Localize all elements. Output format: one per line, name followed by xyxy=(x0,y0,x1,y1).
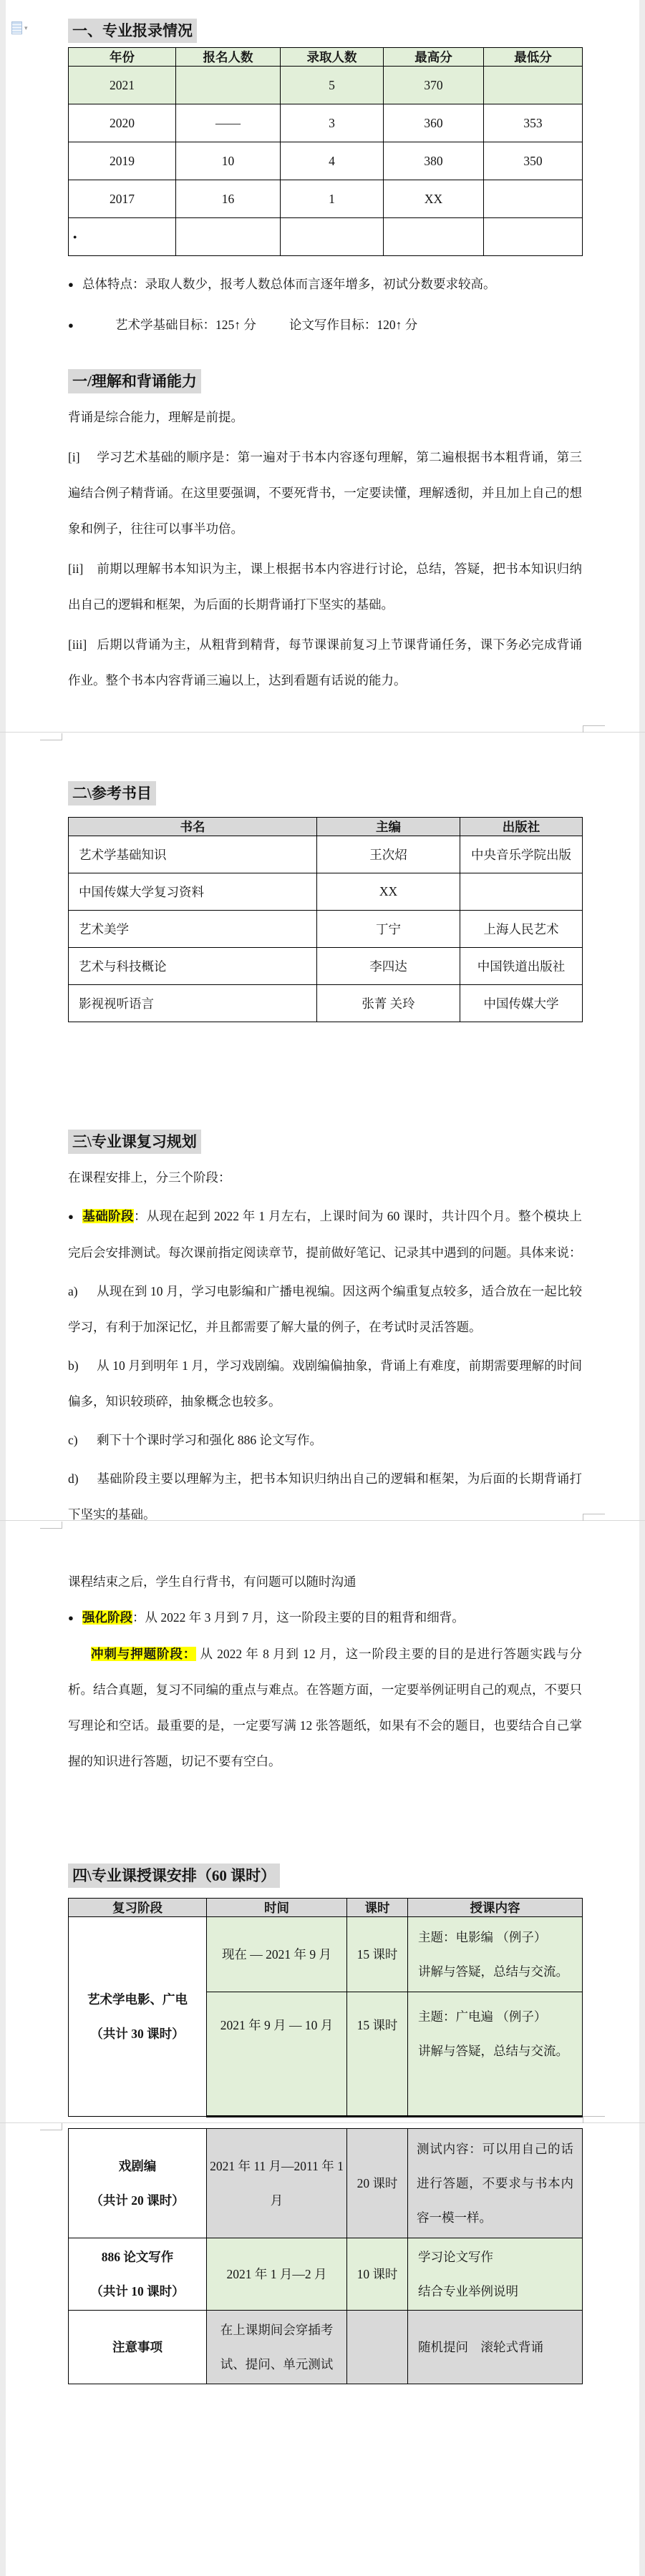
table-cell: 艺术与科技概论 xyxy=(69,948,317,985)
stage-basic: ● 基础阶段：从现在起到 2022 年 1 月左右，上课时间为 60 课时，共计四个月。整个模块上完后会安排测试。每次课前指定阅读章节，提前做好笔记、记录其中遇到的问题。具体来说： xyxy=(68,1198,582,1270)
stage-cell: 戏剧编 （共计 20 课时） xyxy=(69,2129,207,2238)
note-overall: ● 总体特点：录取人数少，报考人数总体而言逐年增多，初试分数要求较高。 xyxy=(68,266,582,303)
table-row xyxy=(69,911,583,948)
item-tag: [i] xyxy=(68,450,80,464)
table-cell xyxy=(484,218,583,256)
page-break xyxy=(0,2117,645,2128)
item-tag: d) xyxy=(68,1471,79,1486)
table-row xyxy=(69,142,583,180)
table-cell: 2019 xyxy=(69,142,176,180)
table-cell xyxy=(281,218,384,256)
stage-basic-label: 基础阶段 xyxy=(82,1209,134,1223)
table-cell: 380 xyxy=(384,142,484,180)
item-tag: b) xyxy=(68,1358,79,1373)
col-header-max-score: 最高分 xyxy=(384,48,484,67)
table-cell xyxy=(460,873,583,911)
table-cell: XX xyxy=(384,180,484,218)
goal-writing: 论文写作目标：120↑ 分 xyxy=(288,318,418,332)
section-title-references: 二\参考书目 xyxy=(68,781,156,805)
content-cell: 测试内容：可以用自己的话进行答题，不要求与书本内容一模一样。 xyxy=(408,2129,583,2238)
hours-cell xyxy=(347,2311,408,2384)
table-cell: 王次炤 xyxy=(317,836,460,873)
table-row xyxy=(69,2311,583,2384)
col-header-min-score: 最低分 xyxy=(484,48,583,67)
chevron-down-icon: ▾ xyxy=(24,24,28,31)
list-item: b) 从 10 月到明年 1 月，学习戏剧编。戏剧编偏抽象，背诵上有难度，前期需要理解的时间偏多，知识较琐碎，抽象概念也较多。 xyxy=(68,1348,582,1419)
table-row xyxy=(69,948,583,985)
table-row xyxy=(69,873,583,911)
col-header-content: 授课内容 xyxy=(408,1899,583,1917)
table-row xyxy=(69,836,583,873)
table-cell: 影视视听语言 xyxy=(69,985,317,1022)
stage-sprint: 冲刺与押题阶段： 从 2022 年 8 月到 12 月，这一阶段主要的目的是进行答题实践与分析。结合真题，复习不同编的重点与难点。在答题方面，一定要举例证明自己的观点，不要只写理论和空话。最重要的是，一定要写满 12 张答题纸，如果有不会的题目，也要结合自己掌握的知识进行答题，切记不要有空白。 xyxy=(68,1647,583,1768)
table-row xyxy=(69,104,583,142)
stage-cell: 886 论文写作 （共计 10 课时） xyxy=(69,2238,207,2311)
content-cell: 学习论文写作 结合专业举例说明 xyxy=(408,2238,583,2311)
table-cell: 2021 xyxy=(69,67,176,104)
content-cell: 随机提问 滚轮式背诵 xyxy=(408,2311,583,2384)
col-header-hours: 课时 xyxy=(347,1899,408,1917)
table-cell xyxy=(176,67,281,104)
list-item: [ii] 前期以理解书本知识为主，课上根据书本内容进行讨论，总结，答疑，把书本知识归纳出自己的逻辑和框架，为后面的长期背诵打下坚实的基础。 xyxy=(68,551,582,622)
table-cell: 353 xyxy=(484,104,583,142)
table-row xyxy=(69,2238,583,2311)
table-cell: 中国铁道出版社 xyxy=(460,948,583,985)
table-cell: XX xyxy=(317,873,460,911)
note-goals xyxy=(68,307,582,343)
table-cell: 10 xyxy=(176,142,281,180)
table-cell: 2020 xyxy=(69,104,176,142)
table-cell: 350 xyxy=(484,142,583,180)
bullet-icon: ● xyxy=(68,1612,74,1623)
hours-cell: 10 课时 xyxy=(347,2238,408,2311)
stage-strengthen: ● 强化阶段：从 2022 年 3 月到 7 月，这一阶段主要的目的粗背和细背。 xyxy=(68,1600,582,1636)
window-left-margin xyxy=(0,0,6,2576)
paragraph: 在课程安排上，分三个阶段： xyxy=(68,1170,231,1185)
table-cell: 中央音乐学院出版 xyxy=(460,836,583,873)
table-cell: 360 xyxy=(384,104,484,142)
content-cell: 主题：电影编 （例子） 讲解与答疑，总结与交流。 xyxy=(408,1917,583,1992)
col-header-applicants: 报名人数 xyxy=(176,48,281,67)
section-title-admissions: 一、专业报录情况 xyxy=(68,19,197,43)
col-header-admitted: 录取人数 xyxy=(281,48,384,67)
content-cell: 主题：广电遍 （例子） 讲解与答疑，总结与交流。 xyxy=(408,1992,583,2117)
paragraph: 背诵是综合能力，理解是前提。 xyxy=(68,410,243,424)
list-item: [i] 学习艺术基础的顺序是：第一遍对于书本内容逐句理解，第二遍根据书本粗背诵，第三遍结合例子精背诵。在这里要强调，不要死背书，一定要读懂，理解透彻，并且加上自己的想象和例子，往往可以事半功倍。 xyxy=(68,439,582,547)
stage-strengthen-label: 强化阶段 xyxy=(82,1610,132,1625)
table-cell: 艺术美学 xyxy=(69,911,317,948)
time-cell: 现在 — 2021 年 9 月 xyxy=(207,1917,347,1992)
table-cell: 1 xyxy=(281,180,384,218)
stage-cell: 注意事项 xyxy=(69,2311,207,2384)
table-cell: 16 xyxy=(176,180,281,218)
window-right-margin xyxy=(639,0,645,2576)
item-tag: [iii] xyxy=(68,637,87,652)
hours-cell: 15 课时 xyxy=(347,1917,408,1992)
table-cell: 3 xyxy=(281,104,384,142)
schedule-table-part2 xyxy=(68,2128,583,2384)
bullet-icon: ● xyxy=(68,320,74,330)
col-header-editor: 主编 xyxy=(317,818,460,836)
section-title-understanding: 一/理解和背诵能力 xyxy=(68,369,201,393)
table-row-empty xyxy=(69,218,583,256)
table-cell: 艺术学基础知识 xyxy=(69,836,317,873)
table-cell: 370 xyxy=(384,67,484,104)
list-item: a) 从现在到 10 月，学习电影编和广播电视编。因这两个编重复点较多，适合放在一起比较学习，有利于加深记忆，并且都需要了解大量的例子，在考试时灵活答题。 xyxy=(68,1273,582,1345)
paste-options-button[interactable] xyxy=(11,21,28,34)
section-title-plan: 三\专业课复习规划 xyxy=(68,1130,201,1154)
table-row xyxy=(69,1917,583,1992)
stage-sprint-label: 冲刺与押题阶段： xyxy=(91,1647,197,1661)
table-row xyxy=(69,985,583,1022)
section-title-schedule: 四\专业课授课安排（60 课时） xyxy=(68,1864,280,1888)
schedule-table-part1 xyxy=(68,1898,583,2117)
list-item: c) 剩下十个课时学习和强化 886 论文写作。 xyxy=(68,1422,582,1458)
table-cell: 2017 xyxy=(69,180,176,218)
item-tag: c) xyxy=(68,1433,78,1447)
table-cell: —— xyxy=(176,104,281,142)
bullet-icon: ● xyxy=(68,279,74,290)
col-header-time: 时间 xyxy=(207,1899,347,1917)
table-cell xyxy=(176,218,281,256)
bullet-icon: ● xyxy=(68,1211,74,1222)
hours-cell: 15 课时 xyxy=(347,1992,408,2117)
time-cell: 在上课期间会穿插考试、提问、单元测试 xyxy=(207,2311,347,2384)
list-item: [iii] 后期以背诵为主，从粗背到精背，每节课课前复习上节课背诵任务，课下务必完成背诵作业。整个书本内容背诵三遍以上，达到看题有话说的能力。 xyxy=(68,627,582,698)
table-cell: 李四达 xyxy=(317,948,460,985)
col-header-publisher: 出版社 xyxy=(460,818,583,836)
table-cell xyxy=(484,67,583,104)
time-cell: 2021 年 1 月—2 月 xyxy=(207,2238,347,2311)
table-cell xyxy=(384,218,484,256)
table-cell: 中国传媒大学 xyxy=(460,985,583,1022)
col-header-year: 年份 xyxy=(69,48,176,67)
hours-cell: 20 课时 xyxy=(347,2129,408,2238)
table-cell: 中国传媒大学复习资料 xyxy=(69,873,317,911)
table-row xyxy=(69,2129,583,2238)
table-cell: 丁宁 xyxy=(317,911,460,948)
time-cell: 2021 年 9 月 — 10 月 xyxy=(207,1992,347,2117)
table-cell: 张菁 关玲 xyxy=(317,985,460,1022)
col-header-stage: 复习阶段 xyxy=(69,1899,207,1917)
time-cell: 2021 年 11 月—2011 年 1 月 xyxy=(207,2129,347,2238)
bullet-icon: ● xyxy=(69,218,176,256)
list-item: d) 基础阶段主要以理解为主，把书本知识归纳出自己的逻辑和框架，为后面的长期背诵打下坚实的基础。 xyxy=(68,1461,582,1532)
col-header-book: 书名 xyxy=(69,818,317,836)
item-tag: [ii] xyxy=(68,562,84,576)
item-tag: a) xyxy=(68,1284,78,1298)
paragraph: 课程结束之后，学生自行背书，有问题可以随时沟通 xyxy=(68,1575,357,1589)
stage-cell: 艺术学电影、广电 （共计 30 课时） xyxy=(69,1917,207,2117)
table-row xyxy=(69,180,583,218)
table-row xyxy=(69,67,583,104)
admissions-table xyxy=(68,47,583,256)
references-table xyxy=(68,817,583,1022)
table-cell: 4 xyxy=(281,142,384,180)
document-icon xyxy=(11,21,22,34)
goal-foundation: 艺术学基础目标：125↑ 分 xyxy=(115,318,256,332)
table-cell: 5 xyxy=(281,67,384,104)
table-cell: 上海人民艺术 xyxy=(460,911,583,948)
table-cell xyxy=(484,180,583,218)
document-body xyxy=(68,0,582,2384)
